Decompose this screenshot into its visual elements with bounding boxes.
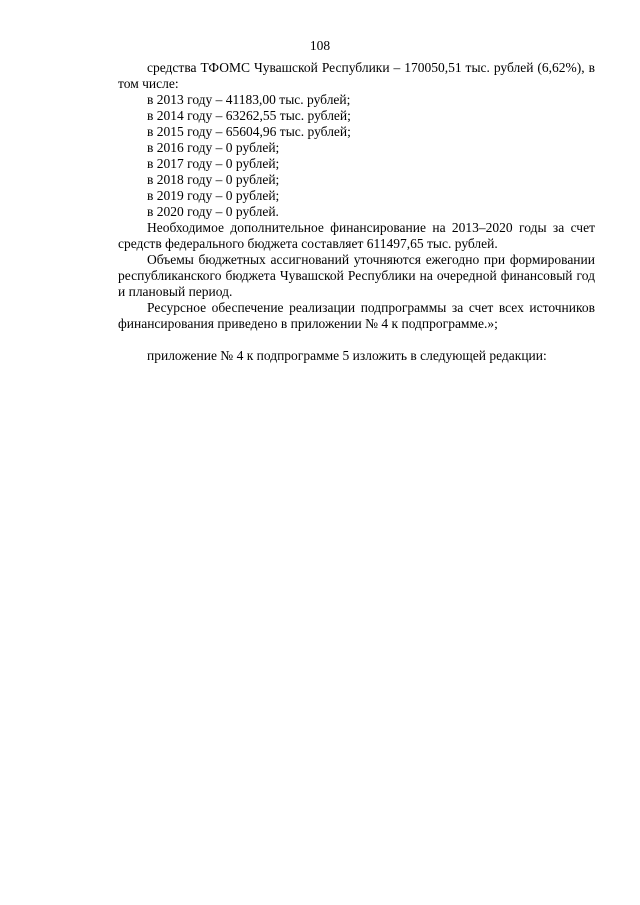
resource-provision-paragraph: Ресурсное обеспечение реализации подпрограммы за счет всех источников финансирования приведено в приложении № 4 к подпрограмме.»; — [118, 300, 595, 331]
yearly-funding-list — [118, 92, 595, 220]
page-number: 108 — [309, 38, 331, 53]
year-item-2016: в 2016 году – 0 рублей; — [147, 140, 280, 155]
year-item-2013: в 2013 году – 41183,00 тыс. рублей; — [147, 92, 351, 107]
budget-allocations-paragraph: Объемы бюджетных ассигнований уточняются ежегодно при формировании республиканского бюджета Чувашской Республики на очередной финансовый год и плановый период. — [118, 252, 595, 299]
year-item-2020: в 2020 году – 0 рублей. — [147, 204, 279, 219]
additional-financing-paragraph: Необходимое дополнительное финансирование на 2013–2020 годы за счет средств федерального бюджета составляет 611497,65 тыс. рублей. — [118, 220, 595, 251]
document-body — [118, 60, 595, 364]
year-item-2015: в 2015 году – 65604,96 тыс. рублей; — [147, 124, 351, 139]
paragraph-spacer — [118, 332, 595, 348]
year-item-2018: в 2018 году – 0 рублей; — [147, 172, 280, 187]
tfoms-funding-paragraph: средства ТФОМС Чувашской Республики – 170050,51 тыс. рублей (6,62%), в том числе: — [118, 60, 595, 91]
year-item-2019: в 2019 году – 0 рублей; — [147, 188, 280, 203]
appendix-instruction-paragraph: приложение № 4 к подпрограмме 5 изложить в следующей редакции: — [147, 348, 547, 363]
year-item-2017: в 2017 году – 0 рублей; — [147, 156, 280, 171]
year-item-2014: в 2014 году – 63262,55 тыс. рублей; — [147, 108, 351, 123]
